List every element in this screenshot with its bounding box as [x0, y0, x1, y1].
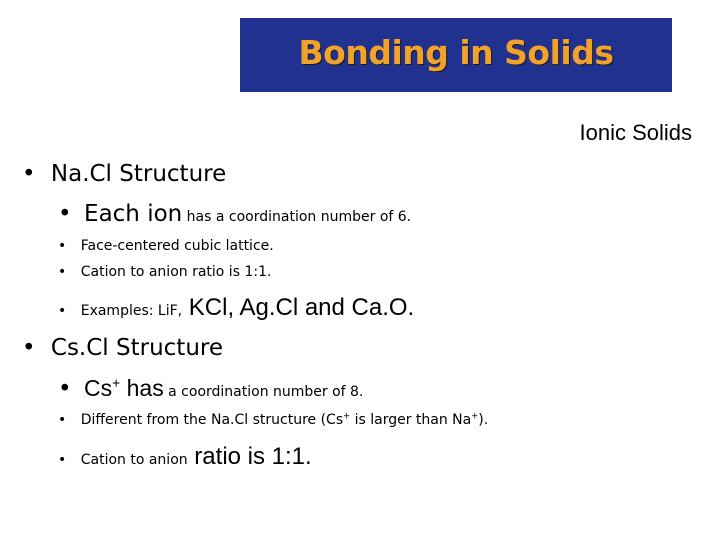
nacl-examples-row	[58, 294, 414, 322]
bullet-icon: •	[58, 238, 67, 254]
cscl-has: has	[120, 375, 164, 401]
cscl-cs-charge: +	[112, 375, 121, 391]
slide-title: Bonding in Solids	[298, 32, 614, 72]
cscl-heading-row	[22, 335, 223, 361]
nacl-ratio-text: Cation to anion ratio is 1:1.	[80, 264, 272, 280]
nacl-examples-list: KCl, Ag.Cl and Ca.O.	[182, 294, 415, 321]
bullet-icon: •	[58, 264, 67, 280]
cscl-cs-text	[84, 375, 164, 401]
cscl-different-text	[81, 412, 488, 428]
nacl-heading: Na.Cl Structure	[50, 161, 227, 187]
nacl-examples-label: Examples: LiF,	[80, 303, 183, 319]
cscl-diff-charge-1: +	[343, 410, 351, 421]
cscl-diff-charge-2: +	[471, 410, 479, 421]
cscl-coordination-text: a coordination number of 8.	[163, 384, 364, 400]
title-banner	[240, 18, 672, 92]
cscl-diff-part-b: is larger than Na	[350, 412, 472, 428]
cscl-different-row	[58, 412, 488, 428]
bullet-icon: •	[58, 201, 72, 227]
cscl-ratio-row	[58, 443, 312, 471]
slide-subtitle: Ionic Solids	[579, 120, 692, 145]
cscl-coordination-row	[58, 375, 363, 402]
nacl-each-ion: Each ion	[84, 201, 183, 227]
cscl-heading: Cs.Cl Structure	[50, 335, 223, 361]
cscl-diff-part-a: Different from the Na.Cl structure (Cs	[80, 412, 344, 428]
cscl-ratio-text: ratio is 1:1.	[187, 443, 312, 470]
nacl-coordination-row	[58, 201, 411, 227]
bullet-icon: •	[58, 303, 67, 319]
nacl-fcc-row	[58, 238, 274, 254]
bullet-icon: •	[58, 412, 67, 428]
cscl-diff-part-c: ).	[478, 412, 489, 428]
bullet-icon: •	[22, 335, 36, 361]
cscl-cs: Cs	[84, 375, 113, 401]
bullet-icon: •	[58, 376, 72, 402]
bullet-icon: •	[58, 452, 67, 468]
bullet-icon: •	[22, 161, 36, 187]
nacl-fcc-text: Face-centered cubic lattice.	[80, 238, 274, 254]
nacl-coordination-text: has a coordination number of 6.	[182, 209, 412, 225]
nacl-heading-row	[22, 161, 226, 187]
cscl-ratio-label: Cation to anion	[80, 452, 188, 468]
nacl-ratio-row	[58, 264, 271, 280]
